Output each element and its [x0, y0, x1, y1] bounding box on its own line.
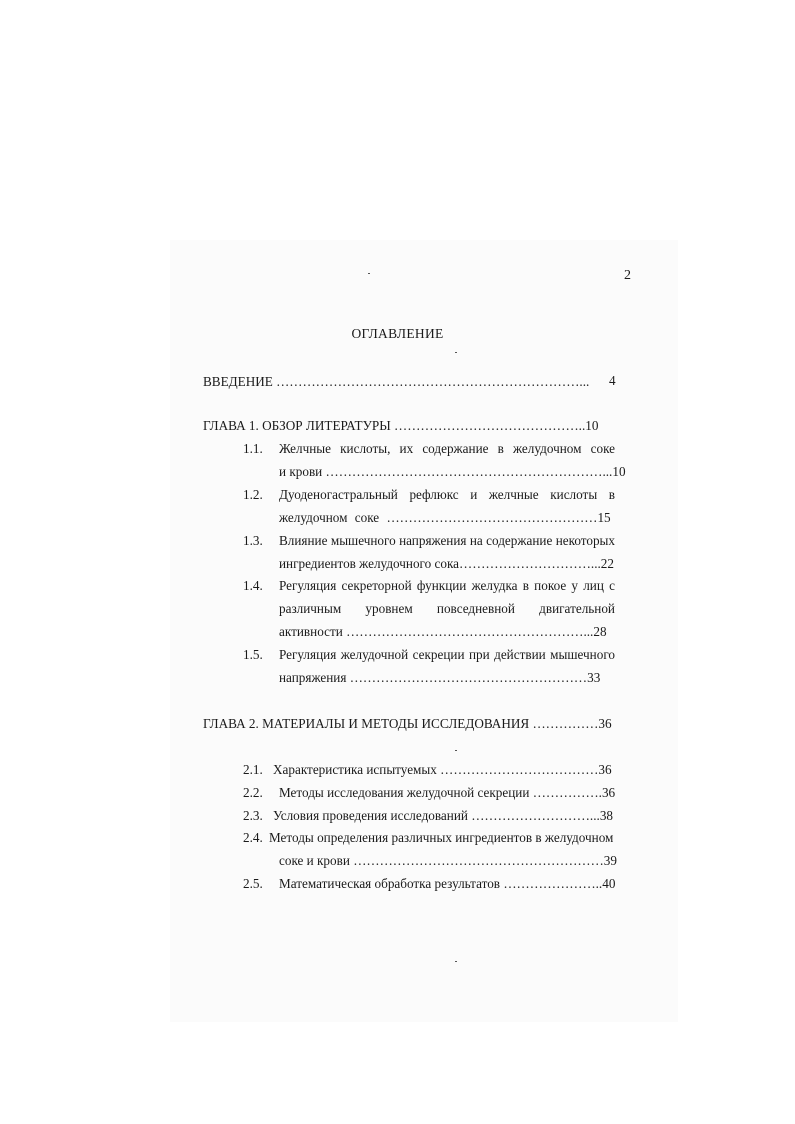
- toc-section-title: Дуоденогастральный рефлюкс и желчные кислоты в: [279, 487, 615, 502]
- toc-section-number: 1.1.: [243, 441, 263, 456]
- toc-section-number: 2.1.: [243, 762, 263, 777]
- toc-section-number: 1.5.: [243, 647, 263, 662]
- toc-section-title: и крови ………………………………………………………...10: [279, 464, 626, 479]
- page-number: 2: [624, 268, 631, 283]
- toc-chapter1-title: ГЛАВА 1. ОБЗОР ЛИТЕРАТУРЫ ……………………………………..10: [203, 418, 599, 433]
- scan-speck: [455, 750, 457, 751]
- toc-section-title: активности ………………………………………………...28: [279, 624, 607, 639]
- page-title: ОГЛАВЛЕНИЕ: [351, 326, 444, 341]
- toc-intro-page: 4: [609, 373, 616, 388]
- toc-section-title: Условия проведения исследований ………………………...38: [273, 808, 614, 823]
- toc-section-title: желудочном соке …………………………………………15: [279, 510, 611, 525]
- toc-section-title: Характеристика испытуемых ………………………………36: [273, 762, 612, 777]
- toc-section-number: 1.3.: [243, 533, 263, 548]
- toc-intro: [203, 374, 589, 390]
- toc-section-number: 1.4.: [243, 578, 263, 593]
- toc-section-title: ингредиентов желудочного сока…………………………...22: [279, 556, 614, 571]
- toc-section-number: 2.5.: [243, 876, 263, 891]
- toc-intro-label: ВВЕДЕНИЕ ……………………………………………………………...: [203, 374, 590, 389]
- toc-section-title: Регуляция секреторной функции желудка в покое у лиц с: [279, 578, 615, 593]
- toc-section-number: 2.2.: [243, 785, 263, 800]
- toc-chapter2-title: ГЛАВА 2. МАТЕРИАЛЫ И МЕТОДЫ ИССЛЕДОВАНИЯ ……………36: [203, 716, 612, 731]
- toc-section-title: различным уровнем повседневной двигательной: [279, 601, 615, 616]
- toc-section-title: Методы определения различных ингредиентов в желудочном: [269, 830, 614, 845]
- toc-section-title: Методы исследования желудочной секреции …………….36: [279, 785, 616, 800]
- toc-section-number: 2.3.: [243, 808, 263, 823]
- toc-section-number: 1.2.: [243, 487, 263, 502]
- toc-section-number: 2.4.: [243, 830, 263, 845]
- scan-speck: [368, 273, 370, 274]
- toc-section-title: Желчные кислоты, их содержание в желудочном соке: [279, 441, 615, 456]
- toc-section-title: Регуляция желудочной секреции при действии мышечного: [279, 647, 615, 662]
- toc-section-title: соке и крови …………………………………………………39: [279, 853, 617, 868]
- toc-section-title: Влияние мышечного напряжения на содержание некоторых: [279, 533, 615, 548]
- toc-section-title: Математическая обработка результатов …………………..40: [279, 876, 616, 891]
- toc-section-title: напряжения ………………………………………………33: [279, 670, 601, 685]
- scan-speck: [455, 352, 457, 353]
- scan-speck: [455, 961, 457, 962]
